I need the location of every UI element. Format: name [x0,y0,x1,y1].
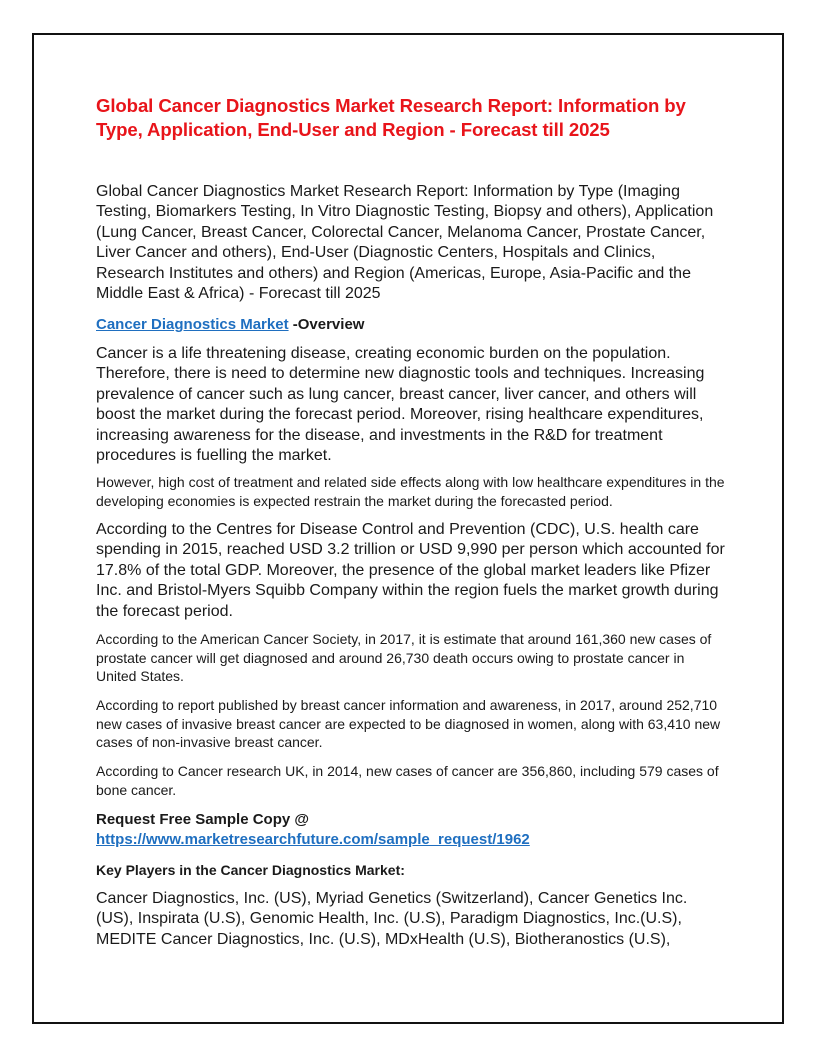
cancer-diagnostics-market-link[interactable]: Cancer Diagnostics Market [96,316,289,333]
restraint-paragraph: However, high cost of treatment and related side effects along with low healthcare expenditures in the developing economies is expected restrain the market during the forecasted period. [96,474,725,509]
report-subtitle: Global Cancer Diagnostics Market Research Report: Information by Type (Imaging Testing, Biomarkers Testing, In Vitro Diagnostic Testing, Biopsy and others), Application (Lung Cancer, Breast Cancer, Colorectal Cancer, Melanoma Cancer, Prostate Cancer, Liver Cancer and others), End-User (Diagnostic Centers, Hospitals and Clinics, Research Institutes and others) and Region (Americas, Europe, Asia-Pacific and the Middle East & Africa) - Forecast till 2025 [96,183,714,303]
acs-paragraph: According to the American Cancer Society, in 2017, it is estimate that around 161,360 new cases of prostate cancer will get diagnosed and around 26,730 death occurs owing to prostate cancer in United States. [96,631,712,684]
sample-request-label: Request Free Sample Copy @ [96,811,310,828]
report-title: Global Cancer Diagnostics Market Research Report: Information by Type, Application, End-User and Region - Forecast till 2025 [96,95,686,140]
cancer-research-uk-paragraph: According to Cancer research UK, in 2014, new cases of cancer are 356,860, including 579 cases of bone cancer. [96,763,719,798]
breast-cancer-paragraph: According to report published by breast cancer information and awareness, in 2017, around 252,710 new cases of invasive breast cancer are expected to be diagnosed in women, along with 63,410 new cases of non-invasive breast cancer. [96,697,721,750]
key-players-list: Cancer Diagnostics, Inc. (US), Myriad Genetics (Switzerland), Cancer Genetics Inc. (US), Inspirata (U.S), Genomic Health, Inc. (U.S), Paradigm Diagnostics, Inc.(U.S), MEDITE Cancer Diagnostics, Inc. (U.S), MDxHealth (U.S), Biotheranostics (U.S), [96,890,688,948]
cdc-paragraph: According to the Centres for Disease Control and Prevention (CDC), U.S. health care spending in 2015, reached USD 3.2 trillion or USD 9,990 per person which accounted for 17.8% of the total GDP. Moreover, the presence of the global market leaders like Pfizer Inc. and Bristol-Myers Squibb Company within the region fuels the market growth during the forecast period. [96,521,725,620]
document-body [96,94,726,948]
sample-request-link[interactable]: https://www.marketresearchfuture.com/sample_request/1962 [96,831,530,848]
key-players-heading: Key Players in the Cancer Diagnostics Market: [96,862,405,878]
overview-heading [96,315,364,335]
overview-paragraph: Cancer is a life threatening disease, creating economic burden on the population. Therefore, there is need to determine new diagnostic tools and techniques. Increasing prevalence of cancer such as lung cancer, breast cancer, liver cancer, and others will boost the market during the forecast period. Moreover, rising healthcare expenditures, increasing awareness for the disease, and investments in the R&D for treatment procedures is fuelling the market. [96,345,705,465]
overview-suffix: -Overview [288,316,365,333]
